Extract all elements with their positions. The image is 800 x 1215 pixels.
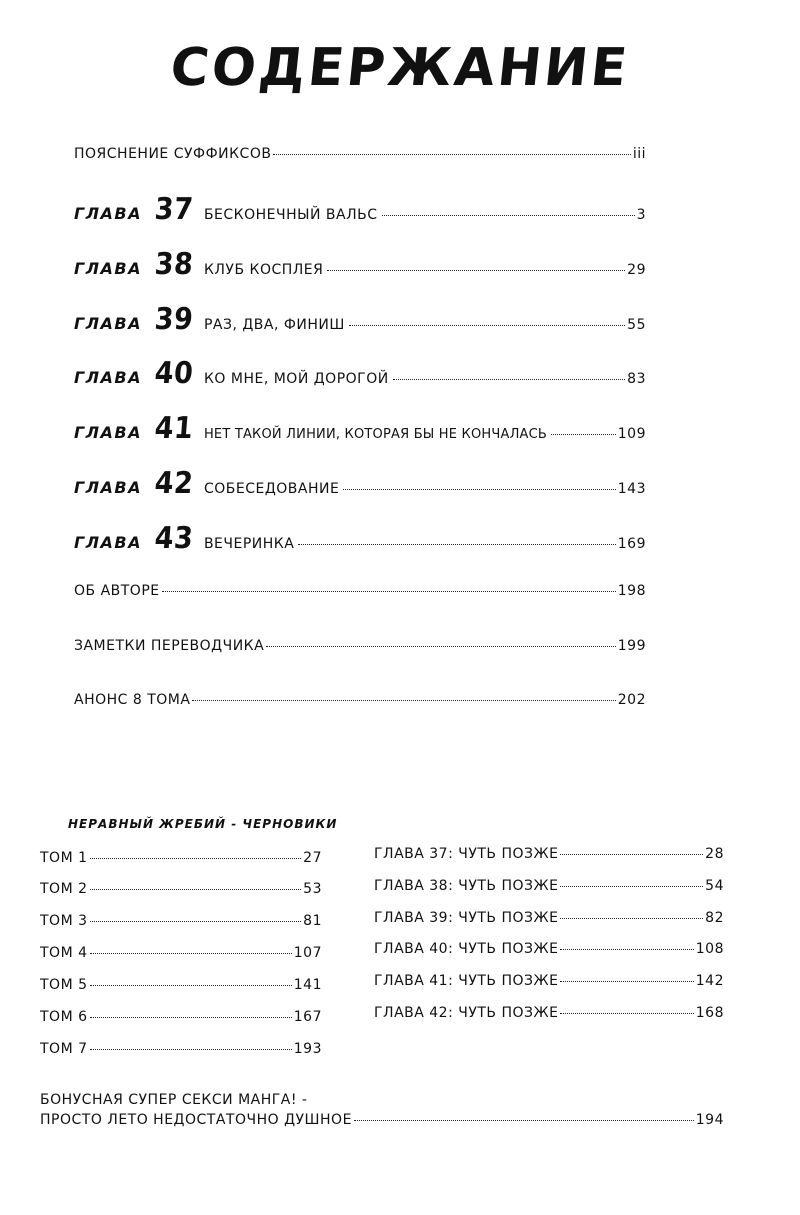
toc-entry-page: 109: [617, 426, 646, 442]
dot-leader: [560, 949, 693, 950]
dot-leader: [90, 1017, 292, 1018]
draft-later-page: 142: [695, 973, 724, 989]
toc-entry-chapter-38[interactable]: [74, 247, 646, 282]
toc-entry-chapter-41[interactable]: [74, 411, 646, 446]
chapter-title: КЛУБ КОСПЛЕЯ: [203, 262, 324, 278]
dot-leader: [382, 215, 635, 216]
toc-entry-chapter-37[interactable]: [74, 192, 646, 227]
draft-volume-label: ТОМ 3: [40, 913, 88, 929]
toc-entry-title: АНОНС 8 ТОМА: [74, 692, 191, 708]
chapter-title: БЕСКОНЕЧНЫЙ ВАЛЬС: [203, 207, 378, 223]
dot-leader: [560, 1013, 693, 1014]
draft-later-page: 108: [695, 941, 724, 957]
toc-entry-chapter-42[interactable]: [74, 466, 646, 501]
toc-entry-chapter-40[interactable]: [74, 356, 646, 391]
dot-leader: [560, 981, 693, 982]
draft-later-label: ГЛАВА 39: ЧУТЬ ПОЗЖЕ: [374, 910, 559, 926]
draft-volume-page: 81: [303, 913, 322, 929]
chapter-title: ВЕЧЕРИНКА: [203, 536, 295, 552]
draft-volume-label: ТОМ 4: [40, 945, 88, 961]
dot-leader: [560, 918, 703, 919]
draft-later-label: ГЛАВА 37: ЧУТЬ ПОЗЖЕ: [374, 846, 559, 862]
dot-leader: [90, 889, 302, 890]
toc-entry-chapter-43[interactable]: [74, 521, 646, 556]
draft-later-label: ГЛАВА 42: ЧУТЬ ПОЗЖЕ: [374, 1005, 559, 1021]
draft-volume-page: 27: [303, 850, 322, 866]
draft-later-entry[interactable]: [374, 941, 724, 957]
drafts-heading: НЕРАВНЫЙ ЖРЕБИЙ - ЧЕРНОВИКИ: [68, 817, 338, 831]
toc-entry-page: 198: [617, 583, 646, 599]
chapter-word: ГЛАВА: [74, 368, 142, 387]
draft-volume-entry[interactable]: [40, 977, 322, 993]
chapter-title: РАЗ, ДВА, ФИНИШ: [203, 317, 345, 333]
dot-leader: [393, 379, 625, 380]
chapter-word: ГЛАВА: [74, 533, 142, 552]
chapter-number: 41: [153, 411, 195, 446]
draft-volume-label: ТОМ 7: [40, 1041, 88, 1057]
toc-entry-suffixes[interactable]: [74, 146, 646, 162]
draft-volume-page: 53: [303, 881, 322, 897]
chapter-title: НЕТ ТАКОЙ ЛИНИИ, КОТОРАЯ БЫ НЕ КОНЧАЛАСЬ: [203, 427, 548, 442]
draft-volume-label: ТОМ 2: [40, 881, 88, 897]
draft-volume-label: ТОМ 5: [40, 977, 88, 993]
dot-leader: [90, 1049, 292, 1050]
draft-later-label: ГЛАВА 41: ЧУТЬ ПОЗЖЕ: [374, 973, 559, 989]
dot-leader: [298, 544, 615, 545]
dot-leader: [343, 489, 615, 490]
chapter-title: КО МНЕ, МОЙ ДОРОГОЙ: [203, 371, 389, 387]
dot-leader: [349, 325, 625, 326]
dot-leader: [266, 646, 616, 647]
draft-volume-page: 141: [293, 977, 322, 993]
toc-entry-page: iii: [632, 146, 646, 162]
draft-volume-label: ТОМ 1: [40, 850, 88, 866]
draft-volume-page: 193: [293, 1041, 322, 1057]
draft-later-page: 28: [705, 846, 724, 862]
draft-later-entry[interactable]: [374, 973, 724, 989]
chapter-word: ГЛАВА: [74, 314, 142, 333]
chapter-number: 38: [153, 247, 195, 282]
draft-volume-page: 107: [293, 945, 322, 961]
chapter-number: 43: [153, 521, 195, 556]
toc-entry-translator-notes[interactable]: [74, 638, 646, 654]
draft-later-page: 54: [705, 878, 724, 894]
page-title: СОДЕРЖАНИЕ: [167, 38, 633, 98]
chapter-word: ГЛАВА: [74, 478, 142, 497]
draft-volume-entry[interactable]: [40, 850, 322, 866]
draft-later-entry[interactable]: [374, 910, 724, 926]
dot-leader: [560, 854, 703, 855]
draft-later-page: 82: [705, 910, 724, 926]
dot-leader: [327, 270, 625, 271]
dot-leader: [192, 700, 615, 701]
dot-leader: [162, 591, 616, 592]
toc-entry-title: ПОЯСНЕНИЕ СУФФИКСОВ: [74, 146, 272, 162]
draft-volume-entry[interactable]: [40, 881, 322, 897]
toc-entry-page: 83: [627, 371, 646, 387]
draft-later-label: ГЛАВА 40: ЧУТЬ ПОЗЖЕ: [374, 941, 559, 957]
bonus-page: 194: [695, 1112, 724, 1128]
toc-entry-about-author[interactable]: [74, 583, 646, 599]
dot-leader: [354, 1120, 694, 1121]
dot-leader: [90, 953, 292, 954]
toc-entry-page: 29: [627, 262, 646, 278]
chapter-number: 42: [153, 466, 195, 501]
draft-volume-entry[interactable]: [40, 1041, 322, 1057]
toc-entry-title: ОБ АВТОРЕ: [74, 583, 160, 599]
toc-entry-page: 169: [617, 536, 646, 552]
draft-volume-page: 167: [293, 1009, 322, 1025]
draft-volume-entry[interactable]: [40, 1009, 322, 1025]
dot-leader: [551, 434, 616, 435]
chapter-word: ГЛАВА: [74, 204, 142, 223]
toc-entry-page: 3: [636, 207, 646, 223]
chapter-word: ГЛАВА: [74, 259, 142, 278]
draft-volume-label: ТОМ 6: [40, 1009, 88, 1025]
dot-leader: [560, 886, 703, 887]
draft-volume-entry[interactable]: [40, 913, 322, 929]
chapter-word: ГЛАВА: [74, 423, 142, 442]
toc-entry-page: 199: [617, 638, 646, 654]
bonus-title-line1: БОНУСНАЯ СУПЕР СЕКСИ МАНГА! -: [40, 1092, 308, 1108]
draft-later-entry[interactable]: [374, 846, 724, 862]
toc-entry-page: 143: [617, 481, 646, 497]
toc-entry-preview[interactable]: [74, 692, 646, 708]
dot-leader: [90, 921, 302, 922]
bonus-title-line2: ПРОСТО ЛЕТО НЕДОСТАТОЧНО ДУШНОЕ: [40, 1112, 352, 1128]
chapter-number: 40: [153, 356, 195, 391]
chapter-number: 39: [153, 302, 195, 337]
toc-entry-page: 55: [627, 317, 646, 333]
draft-volume-entry[interactable]: [40, 945, 322, 961]
chapter-title: СОБЕСЕДОВАНИЕ: [203, 481, 340, 497]
draft-later-entry[interactable]: [374, 1005, 724, 1021]
toc-entry-chapter-39[interactable]: [74, 302, 646, 337]
toc-entry-title: ЗАМЕТКИ ПЕРЕВОДЧИКА: [74, 638, 265, 654]
toc-entry-page: 202: [617, 692, 646, 708]
draft-later-label: ГЛАВА 38: ЧУТЬ ПОЗЖЕ: [374, 878, 559, 894]
draft-later-page: 168: [695, 1005, 724, 1021]
dot-leader: [90, 985, 292, 986]
dot-leader: [90, 858, 302, 859]
dot-leader: [273, 154, 630, 155]
draft-later-entry[interactable]: [374, 878, 724, 894]
bonus-entry[interactable]: [40, 1112, 724, 1128]
chapter-number: 37: [153, 192, 195, 227]
